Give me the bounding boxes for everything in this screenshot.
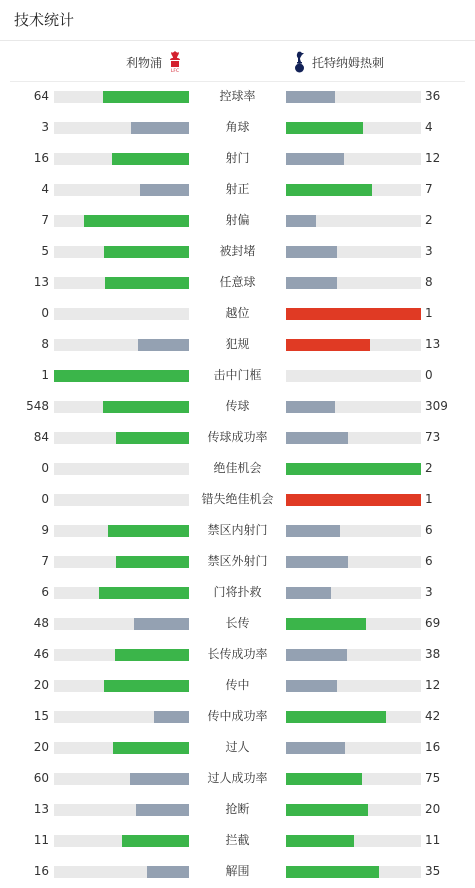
away-stat-value: 4 [425,120,433,134]
away-stat-value: 6 [425,523,433,537]
stat-row [0,516,475,547]
stat-label: 错失绝佳机会 [201,492,274,506]
stat-label: 长传成功率 [207,647,268,661]
home-stat-bar-fill [122,835,190,847]
home-stat-bar [54,649,189,661]
home-stat-bar-fill [112,153,189,165]
home-stat-value: 60 [33,771,49,785]
home-stat-value: 0 [41,461,49,475]
home-stat-bar-fill [113,742,189,754]
away-stat-bar-fill [286,91,335,103]
away-stat-value: 3 [425,585,433,599]
stat-row [0,547,475,578]
home-stat-value: 1 [41,368,49,382]
home-stat-bar-fill [131,122,189,134]
home-stat-bar [54,215,189,227]
home-stat-bar-fill [108,525,189,537]
stat-row [0,609,475,640]
home-stat-bar [54,494,189,506]
home-stat-bar [54,835,189,847]
away-stat-value: 3 [425,244,433,258]
home-stat-value: 20 [33,678,49,692]
away-stat-value: 35 [425,864,441,878]
stats-list [0,82,475,888]
home-stat-value: 15 [33,709,49,723]
home-stat-bar-fill [84,215,189,227]
stat-row [0,857,475,888]
tottenham-cockerel-icon [292,50,306,74]
home-team-header[interactable] [126,51,182,73]
home-stat-value: 13 [33,275,49,289]
away-stat-value: 12 [425,151,441,165]
stat-row [0,640,475,671]
liverpool-crest-icon [168,50,182,74]
away-stat-bar-fill [286,339,370,351]
home-stat-bar [54,432,189,444]
stat-label: 犯规 [225,337,250,351]
stat-label: 角球 [225,120,250,134]
away-stat-bar-fill [286,277,337,289]
stat-row [0,330,475,361]
home-stat-bar [54,339,189,351]
stat-label: 射偏 [225,213,250,227]
home-stat-value: 548 [26,399,49,413]
away-stat-bar [286,463,421,475]
away-stat-value: 309 [425,399,448,413]
away-stat-bar-fill [286,432,348,444]
away-stat-bar-fill [286,556,348,568]
away-stat-bar [286,835,421,847]
stat-row [0,485,475,516]
away-stat-value: 7 [425,182,433,196]
home-stat-value: 8 [41,337,49,351]
away-stat-bar [286,401,421,413]
stat-label: 绝佳机会 [213,461,262,475]
stat-label: 拦截 [225,833,250,847]
stat-label: 击中门框 [213,368,262,382]
home-stat-bar-fill [154,711,189,723]
away-stat-value: 2 [425,213,433,227]
away-stat-bar-fill [286,649,347,661]
stat-label: 任意球 [219,275,256,289]
away-stat-bar [286,370,421,382]
home-stat-bar-fill [105,277,189,289]
away-stat-value: 16 [425,740,441,754]
home-stat-bar [54,153,189,165]
stat-row [0,423,475,454]
home-stat-bar [54,401,189,413]
home-stat-bar [54,711,189,723]
away-stat-bar [286,742,421,754]
home-stat-bar-fill [115,649,189,661]
home-stat-bar-fill [130,773,189,785]
home-stat-bar [54,370,189,382]
away-stat-value: 38 [425,647,441,661]
home-stat-value: 46 [33,647,49,661]
away-team-name: 托特纳姆热刺 [312,55,385,70]
home-stat-value: 0 [41,306,49,320]
away-stat-value: 8 [425,275,433,289]
away-stat-bar-fill [286,494,421,506]
stat-label: 传球 [225,399,250,413]
away-stat-value: 20 [425,802,441,816]
stat-row [0,671,475,702]
away-stat-bar [286,122,421,134]
home-stat-value: 3 [41,120,49,134]
away-stat-bar-fill [286,525,340,537]
home-team-name: 利物浦 [126,55,163,70]
away-stat-bar-fill [286,463,421,475]
home-stat-bar [54,184,189,196]
away-stat-bar [286,184,421,196]
away-stat-value: 2 [425,461,433,475]
away-stat-bar-fill [286,618,366,630]
page-title: 技术统计 [14,11,75,29]
stat-row [0,299,475,330]
stat-label: 越位 [225,306,250,320]
away-stat-value: 11 [425,833,441,847]
away-team-header[interactable] [292,51,384,73]
home-stat-bar-fill [116,432,189,444]
away-stat-bar [286,153,421,165]
home-stat-value: 6 [41,585,49,599]
away-stat-bar-fill [286,742,345,754]
away-stat-bar [286,277,421,289]
away-stat-value: 36 [425,89,441,103]
away-stat-bar [286,680,421,692]
home-stat-bar [54,742,189,754]
stat-row [0,361,475,392]
home-stat-value: 13 [33,802,49,816]
away-stat-value: 75 [425,771,441,785]
home-stat-bar [54,91,189,103]
stat-label: 射正 [225,182,250,196]
home-stat-bar-fill [104,680,189,692]
away-stat-bar [286,587,421,599]
stat-label: 过人成功率 [207,771,268,785]
away-stat-value: 1 [425,492,433,506]
away-stat-bar-fill [286,866,379,878]
stat-label: 传球成功率 [207,430,268,444]
away-stat-bar [286,711,421,723]
away-stat-bar [286,866,421,878]
stat-label: 过人 [225,740,250,754]
away-stat-bar-fill [286,773,362,785]
stat-row [0,206,475,237]
away-stat-bar-fill [286,711,386,723]
away-stat-bar-fill [286,215,316,227]
stat-row [0,764,475,795]
home-stat-value: 64 [33,89,49,103]
away-stat-bar-fill [286,122,363,134]
home-stat-value: 48 [33,616,49,630]
home-stat-bar-fill [103,401,189,413]
home-stat-bar [54,866,189,878]
stat-label: 传中成功率 [207,709,268,723]
away-stat-bar [286,804,421,816]
away-stat-bar [286,618,421,630]
stat-label: 抢断 [225,802,250,816]
home-stat-value: 16 [33,151,49,165]
home-stat-value: 84 [33,430,49,444]
home-stat-bar [54,246,189,258]
away-stat-value: 42 [425,709,441,723]
stat-label: 射门 [225,151,250,165]
away-stat-bar [286,215,421,227]
home-stat-bar-fill [99,587,189,599]
away-stat-bar-fill [286,804,368,816]
stat-row [0,795,475,826]
home-stat-bar [54,463,189,475]
stat-row [0,144,475,175]
away-stat-bar [286,525,421,537]
home-stat-bar-fill [134,618,189,630]
stat-label: 门将扑救 [213,585,262,599]
away-stat-bar [286,649,421,661]
away-stat-bar [286,556,421,568]
away-stat-value: 13 [425,337,441,351]
home-stat-value: 16 [33,864,49,878]
away-stat-bar-fill [286,835,354,847]
home-stat-bar [54,556,189,568]
home-stat-bar-fill [103,91,189,103]
away-stat-bar-fill [286,246,337,258]
liverpool-crest-text: LFC [170,69,180,74]
home-stat-value: 7 [41,213,49,227]
home-stat-value: 20 [33,740,49,754]
away-stat-bar [286,246,421,258]
away-stat-bar-fill [286,308,421,320]
home-stat-bar-fill [138,339,189,351]
away-stat-bar-fill [286,680,337,692]
stat-row [0,113,475,144]
away-stat-value: 0 [425,368,433,382]
home-stat-bar-fill [136,804,189,816]
stat-row [0,454,475,485]
home-stat-bar-fill [116,556,189,568]
home-stat-value: 11 [33,833,49,847]
home-stat-value: 5 [41,244,49,258]
stat-label: 被封堵 [219,244,256,258]
home-stat-bar [54,587,189,599]
home-stat-bar-fill [54,370,189,382]
home-stat-bar [54,525,189,537]
away-stat-bar [286,773,421,785]
away-stat-value: 69 [425,616,441,630]
away-stat-value: 6 [425,554,433,568]
home-stat-bar [54,680,189,692]
stat-label: 控球率 [219,89,256,103]
stat-row [0,82,475,113]
stat-row [0,268,475,299]
stat-row [0,733,475,764]
home-stat-bar [54,618,189,630]
away-stat-value: 1 [425,306,433,320]
home-stat-bar [54,308,189,320]
stat-row [0,392,475,423]
stat-row [0,237,475,268]
stat-label: 传中 [225,678,250,692]
stat-row [0,578,475,609]
away-stat-bar [286,339,421,351]
stat-row [0,826,475,857]
home-stat-bar [54,773,189,785]
divider [0,40,475,41]
home-stat-value: 7 [41,554,49,568]
home-stat-bar-fill [140,184,189,196]
away-stat-bar-fill [286,401,335,413]
home-stat-bar [54,804,189,816]
away-stat-bar [286,494,421,506]
home-stat-bar [54,277,189,289]
away-stat-bar-fill [286,587,331,599]
away-stat-bar-fill [286,184,372,196]
home-stat-value: 4 [41,182,49,196]
away-stat-bar-fill [286,153,344,165]
home-stat-bar-fill [104,246,189,258]
away-stat-bar [286,308,421,320]
away-stat-value: 12 [425,678,441,692]
stat-row [0,702,475,733]
stat-label: 禁区外射门 [207,554,268,568]
home-stat-bar [54,122,189,134]
home-stat-value: 0 [41,492,49,506]
stat-label: 禁区内射门 [207,523,268,537]
stat-row [0,175,475,206]
stat-label: 长传 [225,616,250,630]
away-stat-bar [286,432,421,444]
home-stat-bar-fill [147,866,189,878]
stat-label: 解围 [225,864,250,878]
away-stat-value: 73 [425,430,441,444]
away-stat-bar [286,91,421,103]
home-stat-value: 9 [41,523,49,537]
